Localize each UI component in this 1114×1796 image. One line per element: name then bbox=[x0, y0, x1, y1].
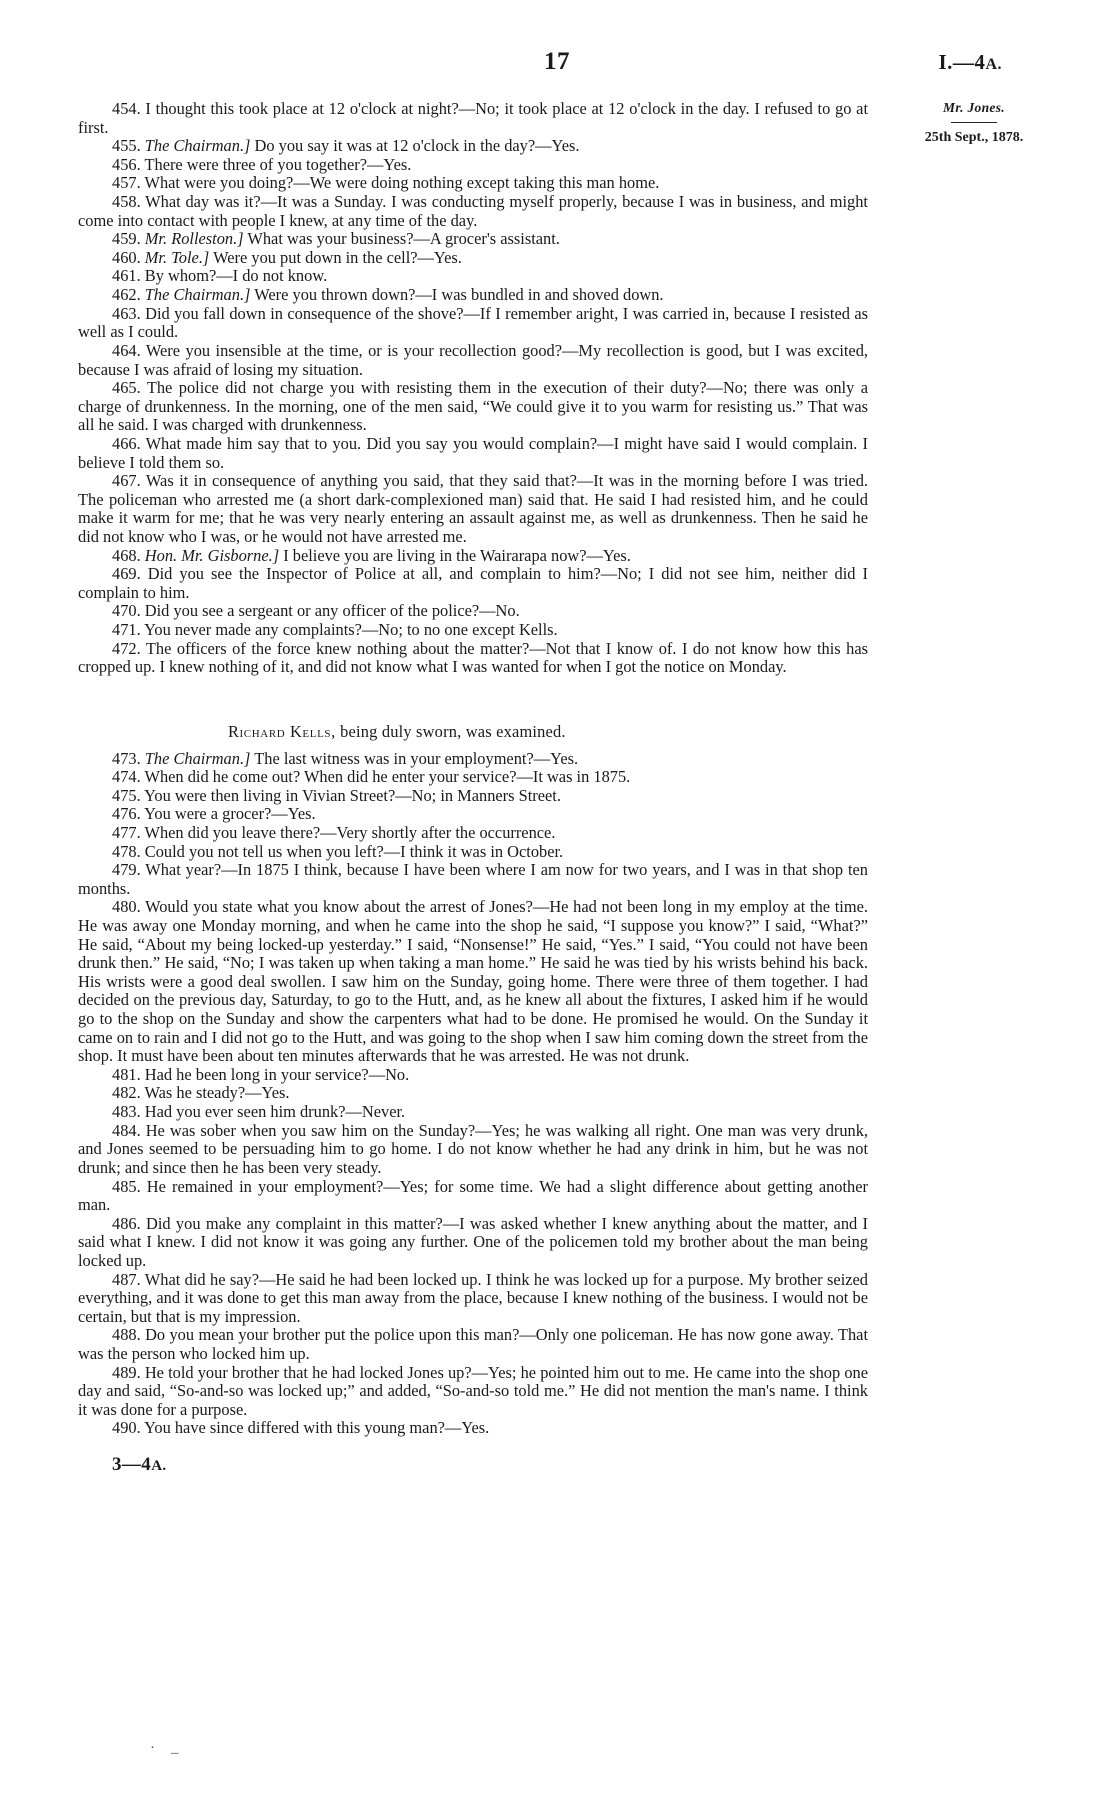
testimony-paragraph: 469. Did you see the Inspector of Police at all, and complain to him?—No; I did not see him, neither did I complain to him. bbox=[78, 564, 868, 602]
testimony-paragraph: 483. Had you ever seen him drunk?—Never. bbox=[112, 1102, 406, 1122]
foot-mark-dot: · bbox=[150, 1740, 155, 1756]
testimony-paragraph: 457. What were you doing?—We were doing nothing except taking this man home. bbox=[112, 173, 660, 193]
document-reference bbox=[939, 50, 1003, 75]
testimony-paragraph: 462. The Chairman.] Were you thrown down?—I was bundled in and shoved down. bbox=[112, 285, 664, 305]
testimony-paragraph: 467. Was it in consequence of anything you said, that they said that?—It was in the morning before I was tried. The policeman who arrested me (a short dark-complexioned man) said that. He said I had resisted him, and he could make it warm for me; that he was very nearly entering an assault against me, as well as drunkenness. Then he said he did not know who I was, or he would not have arrested me. bbox=[78, 471, 868, 547]
margin-note-date: 25th Sept., 1878. bbox=[924, 130, 1024, 145]
testimony-paragraph: 456. There were three of you together?—Yes. bbox=[112, 154, 412, 174]
testimony-paragraph: 490. You have since differed with this young man?—Yes. bbox=[112, 1418, 490, 1438]
testimony-paragraph: 466. What made him say that to you. Did you say you would complain?—I might have said I would complain. I believe I told them so. bbox=[78, 433, 868, 472]
testimony-paragraph: 460. Mr. Tole.] Were you put down in the cell?—Yes. bbox=[112, 247, 462, 267]
testimony-paragraph: 461. By whom?—I do not know. bbox=[112, 266, 328, 286]
testimony-paragraph: 480. Would you state what you know about the arrest of Jones?—He had not been long in my employ at the time. He was away one Monday morning, and when he came into the shop he said, “I suppose you know?” I said, “What?” He said, “About my being locked-up yesterday.” I said, “Nonsense!” He said, “Yes.” I said, “You could not have been drunk then.” He said, “No; I was taken up when taking a man home.” He said he was tied by his wrists behind his back. His wrists were a good deal swollen. I saw him on the Sunday, going home. There were three of them together. I had decided on the previous day, Saturday, to go to the Hutt, and, as he knew all about the fixtures, I asked him if he would go to the shop on the Sunday and show the carpenters what had to be done. He promised he would. On the Sunday it came on to rain and I did not go to the Hutt, and was going to the shop when I saw him coming down the street from the shop. It must have been about ten minutes afterwards that he was arrested. He was not drunk. bbox=[78, 897, 868, 1066]
testimony-paragraph: 473. The Chairman.] The last witness was in your employment?—Yes. bbox=[112, 748, 579, 768]
testimony-paragraph: 488. Do you mean your brother put the police upon this man?—Only one policeman. He has now gone away. That was the person who locked him up. bbox=[78, 1325, 868, 1363]
testimony-paragraph: 489. He told your brother that he had locked Jones up?—Yes; he pointed him out to me. He came into the shop one day and said, “So-and-so was locked up;” and added, “So-and-so told me.” He did not mention the man's name. I think it was done for a purpose. bbox=[78, 1362, 868, 1419]
testimony-paragraph: 468. Hon. Mr. Gisborne.] I believe you are living in the Wairarapa now?—Yes. bbox=[112, 545, 631, 565]
testimony-paragraph: 464. Were you insensible at the time, or is your recollection good?—My recollection is good, but I was excited, because I was afraid of losing my situation. bbox=[78, 340, 868, 379]
testimony-paragraph: 471. You never made any complaints?—No; to no one except Kells. bbox=[112, 620, 558, 640]
page-number: 17 bbox=[544, 48, 570, 75]
margin-note-witness: Mr. Jones. bbox=[943, 100, 1005, 115]
testimony-paragraph: 487. What did he say?—He said he had been locked up. I think he was locked up for a purpose. My brother seized everything, and it was done to get this man away from the place, because I knew nothing of the business. I would not be certain, but that is my impression. bbox=[78, 1269, 868, 1326]
testimony-paragraph: 470. Did you see a sergeant or any officer of the police?—No. bbox=[112, 601, 520, 621]
testimony-paragraph: 463. Did you fall down in consequence of the shove?—If I remember aright, I was carried in, because I resisted as well as I could. bbox=[78, 303, 868, 342]
signature-mark bbox=[78, 1454, 868, 1476]
page-foot-marks bbox=[150, 1740, 195, 1757]
testimony-paragraph: 485. He remained in your employment?—Yes; for some time. We had a slight difference about getting another man. bbox=[78, 1176, 868, 1215]
witness-heading-rest: being duly sworn, was examined. bbox=[335, 721, 566, 741]
testimony-paragraph: 465. The police did not charge you with resisting them in the execution of their duty?—No; there was only a charge of drunkenness. In the morning, one of the men said, “We could give it to you warm for resisting us.” That was all he said. I was charged with drunkenness. bbox=[78, 378, 868, 435]
testimony-paragraph: 458. What day was it?—It was a Sunday. I was conducting myself properly, because I was in business, and might come into contact with people I knew, at any time of the day. bbox=[78, 192, 868, 230]
testimony-paragraph: 459. Mr. Rolleston.] What was your business?—A grocer's assistant. bbox=[112, 229, 560, 249]
witness-heading bbox=[78, 723, 868, 742]
margin-note-divider bbox=[951, 122, 997, 123]
witness-name: Richard Kells, bbox=[228, 721, 336, 741]
page-header bbox=[0, 0, 1114, 75]
testimony-paragraph: 455. The Chairman.] Do you say it was at 12 o'clock in the day?—Yes. bbox=[112, 136, 580, 156]
testimony-paragraph: 479. What year?—In 1875 I think, because I have been where I am now for two years, and I was in that shop ten months. bbox=[78, 860, 868, 898]
testimony-paragraph: 482. Was he steady?—Yes. bbox=[112, 1083, 290, 1103]
testimony-paragraph: 477. When did you leave there?—Very shortly after the occurrence. bbox=[112, 822, 556, 842]
testimony-paragraph: 478. Could you not tell us when you left?—I think it was in October. bbox=[112, 841, 564, 861]
signature-main: 3—4 bbox=[112, 1454, 152, 1476]
document-reference-main: I.—4 bbox=[938, 50, 986, 74]
foot-mark-dash: _ bbox=[171, 1740, 179, 1756]
main-text-column bbox=[78, 100, 868, 1476]
testimony-paragraph: 454. I thought this took place at 12 o'clock at night?—No; it took place at 12 o'clock in the day. I refused to go at first. bbox=[78, 99, 868, 137]
testimony-paragraph: 474. When did he come out? When did he enter your service?—It was in 1875. bbox=[112, 767, 631, 787]
signature-suffix: A. bbox=[151, 1458, 167, 1475]
testimony-paragraph: 476. You were a grocer?—Yes. bbox=[112, 804, 316, 824]
testimony-paragraph: 472. The officers of the force knew nothing about the matter?—Not that I know of. I do not know how this has cropped up. I knew nothing of it, and did not know what I was wanted for when I got the notice on Monday. bbox=[78, 638, 868, 677]
document-reference-suffix: A. bbox=[985, 56, 1002, 73]
testimony-paragraph: 475. You were then living in Vivian Street?—No; in Manners Street. bbox=[112, 785, 561, 805]
testimony-paragraph: 481. Had he been long in your service?—No. bbox=[112, 1064, 410, 1084]
testimony-paragraph: 486. Did you make any complaint in this matter?—I was asked whether I knew anything about the matter, and I said what I knew. I did not know it was going any further. One of the policemen told my brother about the man being locked up. bbox=[78, 1213, 868, 1270]
margin-note bbox=[894, 100, 1054, 146]
testimony-paragraph: 484. He was sober when you saw him on the Sunday?—Yes; he was walking all right. One man was very drunk, and Jones seemed to be persuading him to go home. I do not know whether he had any drink in him, but he was not drunk; and since then he has been very steady. bbox=[78, 1120, 868, 1177]
